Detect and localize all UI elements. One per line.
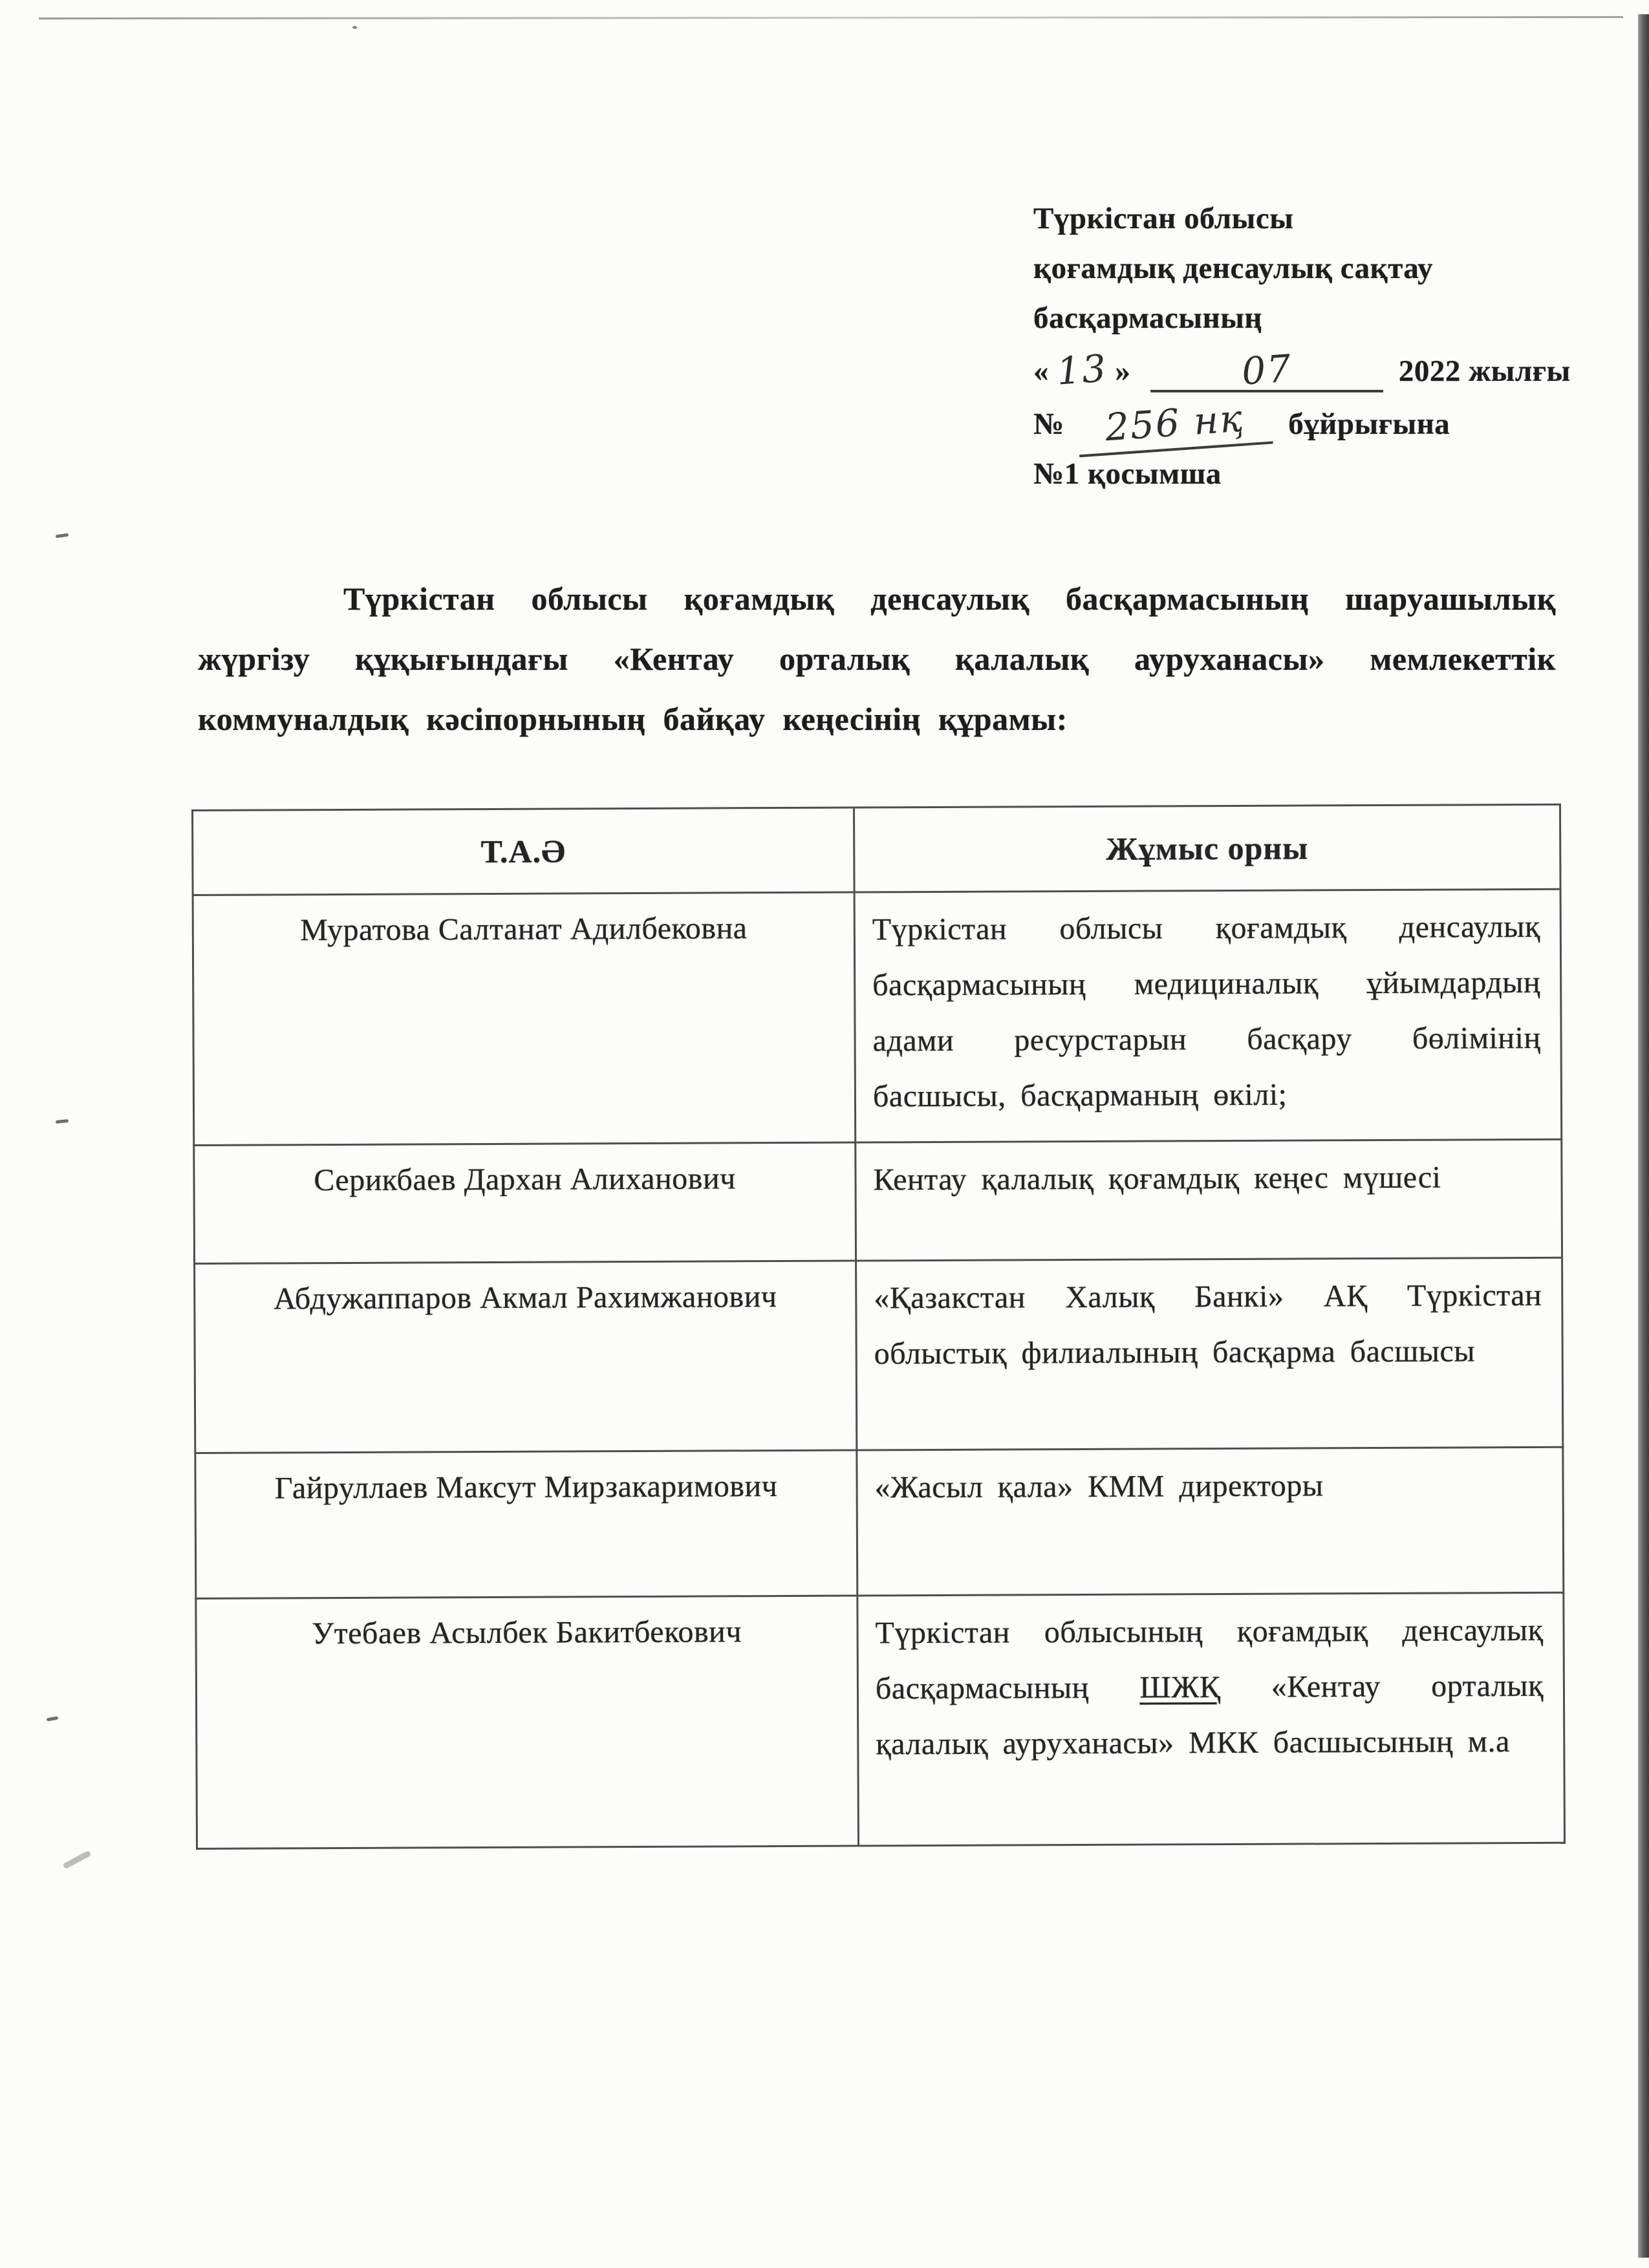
underlined-abbreviation: ШЖҚ [1139,1670,1221,1705]
table-header-row [193,804,1561,895]
scan-artifact-right-band [1638,14,1649,2258]
handwritten-day: 13 [1055,346,1109,394]
order-year-text: 2022 жылғы [1398,354,1571,388]
scan-artifact-top-line [39,16,1623,19]
scan-artifact-dot [352,26,357,29]
number-sign: № [1033,407,1064,441]
member-workplace-cell: «Жасыл қала» КММ директоры [857,1447,1564,1596]
council-table [191,804,1566,1850]
document-title: Түркістан облысы қоғамдық денсаулық басқармасының шаруашылық жүргізу құқығындағы «Кентау орталық қалалық ауруханасы» мемлекеттік коммуналдық кәсіпорнының байқау кеңесінің құрамы: [198,581,1556,737]
org-name-line-3: басқармасының [1033,301,1262,335]
member-name-cell: Абдужаппаров Акмал Рахимжанович [195,1261,857,1453]
member-name-cell: Утебаев Асылбек Бакитбекович [196,1596,859,1848]
org-name-line-2: қоғамдық денсаулық сақтау [1033,251,1434,285]
org-name-line-1: Түркістан облысы [1033,202,1294,235]
order-number-line [1033,396,1590,449]
close-guillemet: » [1115,354,1131,388]
member-workplace-cell: Түркістан облысының қоғамдық денсаулық басқармасының ШЖҚ «Кентау орталық қалалық ауруханасы» МКК басшысының м.а [857,1592,1565,1846]
appendix-line: №1 қосымша [1033,457,1222,491]
open-guillemet: « [1033,354,1049,388]
table-row [195,1257,1563,1453]
scan-artifact-speck [47,1716,59,1721]
table-row [195,1447,1564,1598]
member-workplace-cell: Кентау қалалық қоғамдық кеңес мүшесі [856,1139,1562,1261]
table-row [196,1592,1565,1848]
table-row [194,1139,1562,1263]
table-row [193,889,1562,1145]
column-header-name: Т.А.Ә [193,808,855,895]
handwritten-month: 07 [1240,346,1293,394]
member-name-cell: Гайруллаев Максут Мирзакаримович [195,1450,857,1598]
member-workplace-cell: Түркістан облысы қоғамдық денсаулық басқармасының медициналық ұйымдардың адами ресурстарын басқару бөлімінің басшысы, басқарманың өкілі; [854,889,1562,1142]
month-underline [1150,346,1383,394]
column-header-workplace: Жұмыс орны [854,804,1560,892]
member-name-cell: Муратова Салтанат Адилбековна [193,892,856,1145]
member-workplace-cell: «Қазакстан Халық Банкі» АҚ Түркістан облыстық филиалының басқарма басшысы [856,1257,1563,1450]
order-suffix-text: бұйрығына [1288,407,1450,441]
scan-artifact-speck [56,1119,69,1124]
handwritten-order-number: 256 нқ [1076,392,1273,458]
order-header-block [1033,194,1590,499]
member-name-cell: Серикбаев Дархан Алиханович [194,1142,856,1263]
order-date-line [1033,343,1590,396]
scan-artifact-speck [56,533,69,539]
scan-artifact-smudge [63,1850,92,1870]
